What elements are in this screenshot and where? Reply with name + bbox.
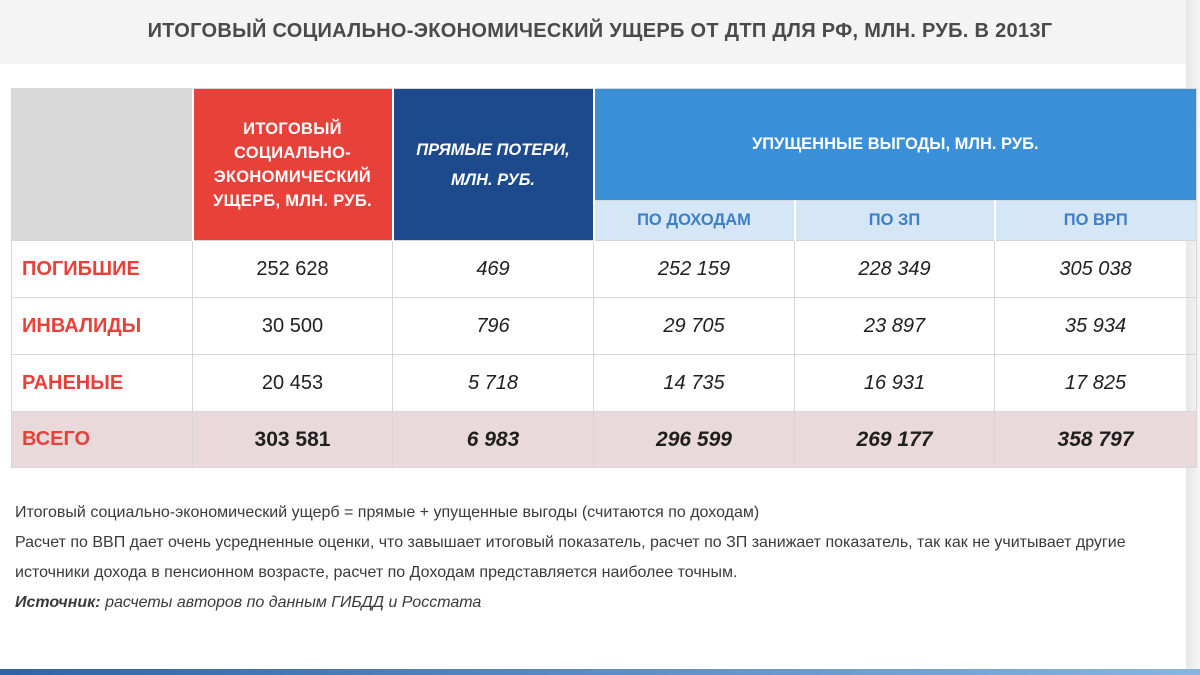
table-cell: 252 159 bbox=[594, 241, 795, 298]
table-cell: 14 735 bbox=[594, 355, 795, 412]
table-cell: 20 453 bbox=[193, 355, 393, 412]
source-text: расчеты авторов по данным ГИБДД и Росстата bbox=[105, 594, 482, 611]
table-cell: 23 897 bbox=[795, 298, 995, 355]
table-row bbox=[12, 298, 1197, 355]
subheader-by-income: ПО ДОХОДАМ bbox=[594, 201, 795, 241]
table-cell: 303 581 bbox=[193, 412, 393, 468]
table-cell: 5 718 bbox=[393, 355, 594, 412]
bottom-accent-band bbox=[0, 669, 1200, 675]
table-cell: 796 bbox=[393, 298, 594, 355]
slide-title: ИТОГОВЫЙ СОЦИАЛЬНО-ЭКОНОМИЧЕСКИЙ УЩЕРБ ОТ ДТП ДЛЯ РФ, МЛН. РУБ. В 2013Г bbox=[147, 20, 1053, 42]
table-row bbox=[12, 355, 1197, 412]
table-cell: 469 bbox=[393, 241, 594, 298]
note-formula: Итоговый социально-экономический ущерб = прямые + упущенные выгоды (считаются по доходам) bbox=[15, 504, 760, 521]
subheader-by-grp: ПО ВРП bbox=[995, 201, 1197, 241]
notes-block bbox=[15, 498, 1175, 618]
subheader-by-salary: ПО ЗП bbox=[795, 201, 995, 241]
row-label-killed: ПОГИБШИЕ bbox=[12, 241, 193, 298]
table-cell: 17 825 bbox=[995, 355, 1197, 412]
table-cell: 269 177 bbox=[795, 412, 995, 468]
table-row bbox=[12, 241, 1197, 298]
table-cell: 16 931 bbox=[795, 355, 995, 412]
row-label-disabled: ИНВАЛИДЫ bbox=[12, 298, 193, 355]
table-cell: 252 628 bbox=[193, 241, 393, 298]
source-label: Источник: bbox=[15, 594, 101, 611]
note-source bbox=[15, 588, 1175, 618]
row-label-injured: РАНЕНЫЕ bbox=[12, 355, 193, 412]
table-cell: 228 349 bbox=[795, 241, 995, 298]
header-lost-benefits: УПУЩЕННЫЕ ВЫГОДЫ, МЛН. РУБ. bbox=[594, 89, 1197, 201]
note-methodology: Расчет по ВВП дает очень усредненные оценки, что завышает итоговый показатель, расчет по ЗП занижает показатель, так как не учитывает другие источники дохода в пенсионном возрасте, расчет по Доходам представляется наиболее точным. bbox=[15, 534, 1126, 581]
table-cell: 30 500 bbox=[193, 298, 393, 355]
table-header-row bbox=[12, 89, 1197, 201]
table-cell: 29 705 bbox=[594, 298, 795, 355]
damage-table bbox=[11, 88, 1197, 468]
table-cell: 305 038 bbox=[995, 241, 1197, 298]
table-cell: 35 934 bbox=[995, 298, 1197, 355]
row-label-total: ВСЕГО bbox=[12, 412, 193, 468]
table-cell: 296 599 bbox=[594, 412, 795, 468]
table-total-row bbox=[12, 412, 1197, 468]
header-direct-losses: ПРЯМЫЕ ПОТЕРИ, МЛН. РУБ. bbox=[393, 89, 594, 241]
table-cell: 358 797 bbox=[995, 412, 1197, 468]
table-cell: 6 983 bbox=[393, 412, 594, 468]
header-total-damage: ИТОГОВЫЙ СОЦИАЛЬНО- ЭКОНОМИЧЕСКИЙ УЩЕРБ, МЛН. РУБ. bbox=[193, 89, 393, 241]
table-corner-cell bbox=[12, 89, 193, 241]
